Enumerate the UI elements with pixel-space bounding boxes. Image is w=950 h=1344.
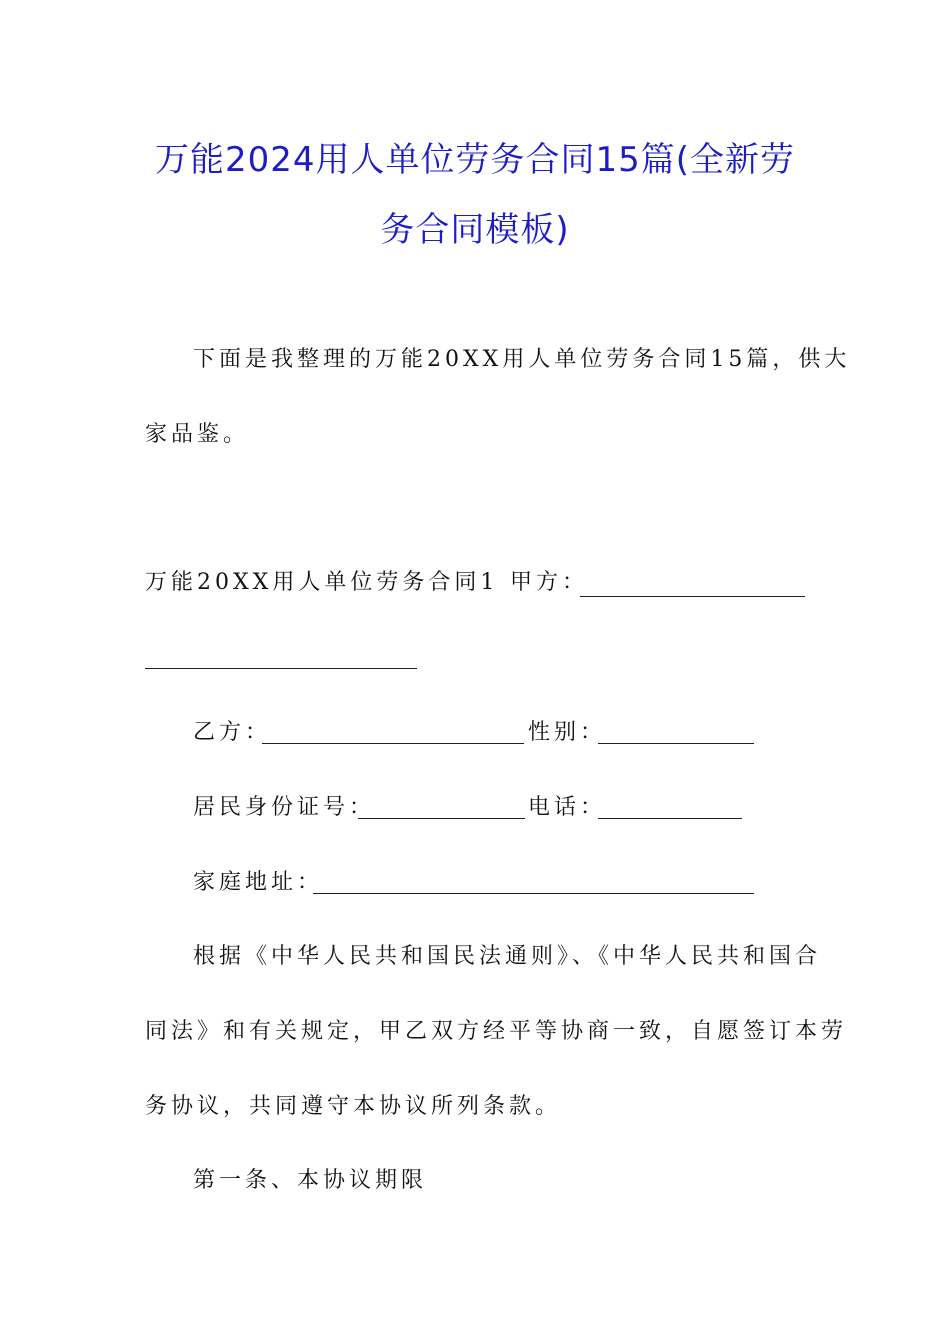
document-title-line-2: 务合同模板) (380, 210, 570, 250)
party-b-blank (262, 743, 524, 744)
id-number-label: 居民身份证号： (193, 795, 376, 820)
gender-blank (598, 743, 754, 744)
intro-line-1: 下面是我整理的万能20XX用人单位劳务合同15篇，供大 (193, 347, 851, 372)
article-1-heading: 第一条、本协议期限 (193, 1168, 428, 1193)
id-number-blank (358, 818, 525, 819)
party-a-blank-continued (145, 668, 417, 669)
party-b-label: 乙方： (193, 720, 272, 745)
phone-blank (598, 818, 742, 819)
address-blank (313, 893, 754, 894)
party-a-blank (580, 596, 805, 597)
gender-label: 性别： (528, 720, 607, 745)
party-a-label: 甲方： (510, 570, 589, 595)
intro-line-2: 家品鉴。 (145, 422, 250, 447)
document-title-line-1: 万能2024用人单位劳务合同15篇(全新劳 (154, 140, 796, 180)
phone-label: 电话： (528, 795, 607, 820)
basis-line-1: 根据《中华人民共和国民法通则》、《中华人民共和国合 (193, 944, 822, 969)
contract-heading: 万能20XX用人单位劳务合同1 (145, 570, 499, 595)
address-label: 家庭地址： (193, 870, 324, 895)
basis-line-3: 务协议，共同遵守本协议所列条款。 (145, 1094, 562, 1119)
basis-line-2: 同法》和有关规定，甲乙双方经平等协商一致，自愿签订本劳 (145, 1019, 848, 1044)
